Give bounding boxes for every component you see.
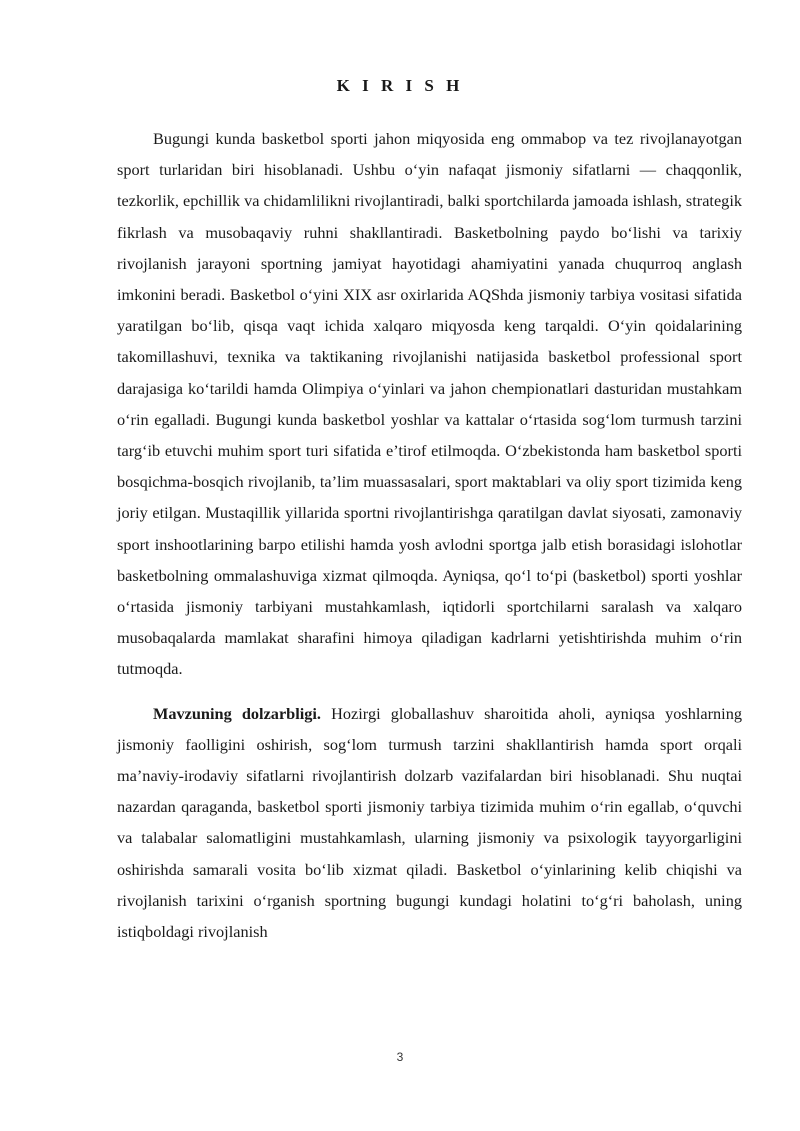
- page-number: 3: [396, 1050, 404, 1064]
- relevance-paragraph: [117, 698, 742, 948]
- intro-paragraph: [117, 123, 742, 685]
- section-heading: K I R I S H: [336, 76, 464, 95]
- relevance-heading: Mavzuning dolzarbligi.: [153, 703, 322, 723]
- relevance-paragraph-text: Hozirgi globallashuv sharoitida aholi, ayniqsa yoshlarning jismoniy faolligini oshirish, sog‘lom turmush tarzini shakllantirish hamda sport orqali ma’naviy-irodaviy sifatlarni rivojlantirish dolzarb vazifalardan biri hisoblanadi. Shu nuqtai nazardan qaraganda, basketbol sporti jismoniy tarbiya tizimida muhim o‘rin egallab, o‘quvchi va talabalar salomatligini mustahkamlash, ularning jismoniy va psixologik tayyorgarligini oshirishda samarali vosita bo‘lib xizmat qiladi. Basketbol o‘yinlarining kelib chiqishi va rivojlanish tarixini o‘rganish sportning bugungi kundagi holatini to‘g‘ri baholash, uning istiqboldagi rivojlanish: [117, 703, 742, 942]
- body-text: [117, 123, 742, 947]
- intro-paragraph-text: Bugungi kunda basketbol sporti jahon miqyosida eng ommabop va tez rivojlanayotgan sport turlaridan biri hisoblanadi. Ushbu o‘yin nafaqat jismoniy sifatlarni — chaqqonlik, tezkorlik, epchillik va chidamlilikni rivojlantiradi, balki sportchilarda jamoada ishlash, strategik fikrlash va musobaqaviy ruhni shakllantiradi. Basketbolning paydo bo‘lishi va tarixiy rivojlanish jarayoni sportning jamiyat hayotidagi ahamiyatini yanada chuqurroq anglash imkonini beradi. Basketbol o‘yini XIX asr oxirlarida AQShda jismoniy tarbiya vositasi sifatida yaratilgan bo‘lib, qisqa vaqt ichida xalqaro miqyosda keng tarqaldi. O‘yin qoidalarining takomillashuvi, texnika va taktikaning rivojlanishi natijasida basketbol professional sport darajasiga ko‘tarildi hamda Olimpiya o‘yinlari va jahon chempionatlari dasturidan mustahkam o‘rin egalladi. Bugungi kunda basketbol yoshlar va kattalar o‘rtasida sog‘lom turmush tarzini targ‘ib etuvchi muhim sport turi sifatida e’tirof etilmoqda. O‘zbekistonda ham basketbol sporti bosqichma-bosqich rivojlanib, ta’lim muassasalari, sport maktablari va oliy sport tizimida keng joriy etilgan. Mustaqillik yillarida sportni rivojlantirishga qaratilgan davlat siyosati, zamonaviy sport inshootlarining barpo etilishi hamda yosh avlodni sportga jalb etish borasidagi islohotlar basketbolning ommalashuviga xizmat qilmoqda. Ayniqsa, qo‘l to‘pi (basketbol) sporti yoshlar o‘rtasida jismoniy tarbiyani mustahkamlash, iqtidorli sportchilarni saralash va xalqaro musobaqalarda mamlakat sharafini himoya qiladigan kadrlarni yetishtirishda muhim o‘rin tutmoqda.: [117, 129, 742, 679]
